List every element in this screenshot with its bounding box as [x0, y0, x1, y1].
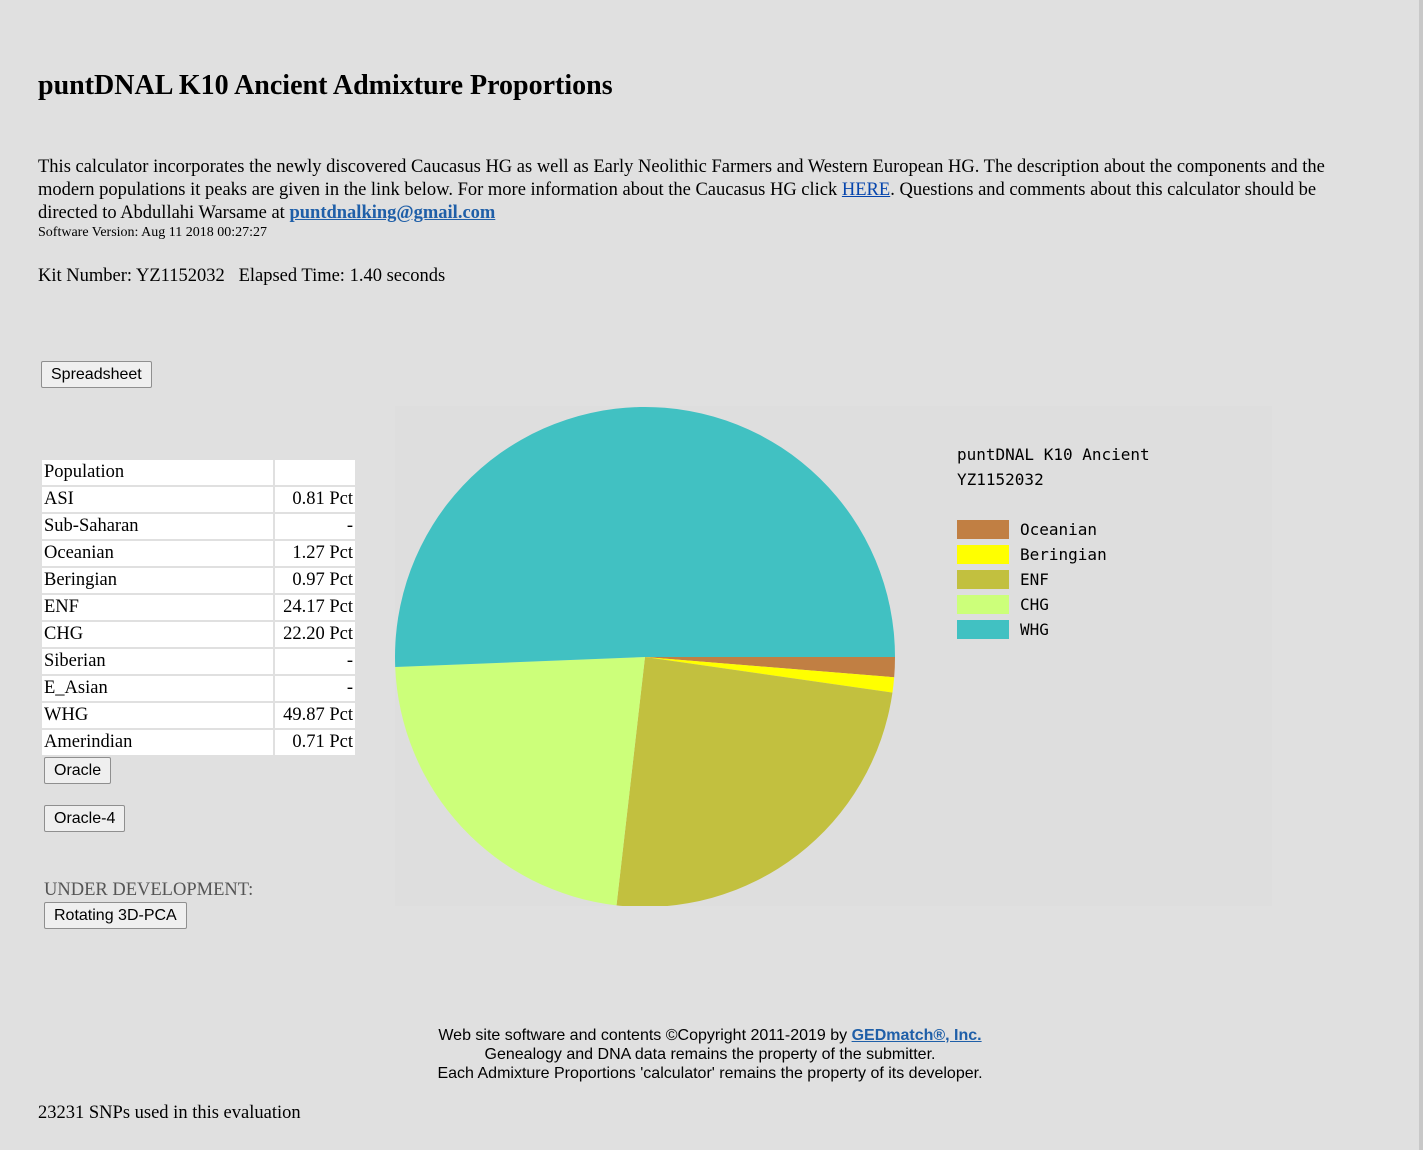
legend-label: WHG [1020, 620, 1049, 639]
table-row [42, 541, 355, 566]
population-value: 1.27 Pct [273, 541, 355, 566]
table-header-row [42, 460, 355, 485]
chart-title: puntDNAL K10 Ancient [957, 445, 1150, 464]
pie-slice-enf [617, 657, 893, 906]
table-row [42, 568, 355, 593]
table-row [42, 595, 355, 620]
legend-label: CHG [1020, 595, 1049, 614]
population-name: ASI [42, 487, 273, 512]
description [38, 156, 1378, 225]
page-title: puntDNAL K10 Ancient Admixture Proportions [38, 70, 613, 101]
table-row [42, 676, 355, 701]
oracle-4-button[interactable]: Oracle-4 [44, 805, 125, 832]
email-link[interactable]: puntdnalking@gmail.com [289, 203, 496, 223]
population-name: Beringian [42, 568, 273, 593]
table-row [42, 730, 355, 755]
population-value: 22.20 Pct [273, 622, 355, 647]
footer-line-2: Genealogy and DNA data remains the property of the submitter. [484, 1046, 936, 1063]
snps-count: 23231 SNPs used in this evaluation [38, 1103, 301, 1123]
footer [300, 1026, 1120, 1083]
chart-subtitle: YZ1152032 [957, 470, 1044, 489]
population-value: 0.71 Pct [273, 730, 355, 755]
footer-line-3: Each Admixture Proportions 'calculator' remains the property of its developer. [437, 1065, 983, 1082]
population-value: 24.17 Pct [273, 595, 355, 620]
population-value: 49.87 Pct [273, 703, 355, 728]
population-name: WHG [42, 703, 273, 728]
here-link[interactable]: HERE [841, 180, 891, 200]
population-name: Siberian [42, 649, 273, 674]
population-value: 0.97 Pct [273, 568, 355, 593]
table-row [42, 514, 355, 539]
legend-label: Oceanian [1020, 520, 1098, 539]
oracle-button[interactable]: Oracle [44, 757, 111, 784]
legend-swatch [957, 570, 1009, 589]
population-name: Amerindian [42, 730, 273, 755]
kit-info: Kit Number: YZ1152032 Elapsed Time: 1.40 seconds [38, 266, 446, 286]
legend-label: Beringian [1020, 545, 1107, 564]
population-name: CHG [42, 622, 273, 647]
population-name: E_Asian [42, 676, 273, 701]
population-value: 0.81 Pct [273, 487, 355, 512]
population-value: - [273, 514, 355, 539]
under-development-label: UNDER DEVELOPMENT: [44, 880, 254, 900]
pie-chart-area [395, 406, 1272, 906]
legend-swatch [957, 545, 1009, 564]
pie-slice-whg [395, 407, 895, 667]
table-row [42, 622, 355, 647]
population-value: - [273, 676, 355, 701]
legend-swatch [957, 595, 1009, 614]
scrollbar[interactable] [1419, 0, 1423, 1150]
table-row [42, 649, 355, 674]
pie-chart [395, 406, 1272, 906]
table-header-population: Population [42, 460, 273, 485]
population-name: ENF [42, 595, 273, 620]
legend-swatch [957, 620, 1009, 639]
rotating-3d-pca-button[interactable]: Rotating 3D-PCA [44, 902, 187, 929]
population-table [42, 458, 355, 757]
table-row [42, 487, 355, 512]
population-name: Sub-Saharan [42, 514, 273, 539]
population-value: - [273, 649, 355, 674]
table-row [42, 703, 355, 728]
pie-slice-chg [395, 657, 645, 905]
table-header-value [273, 460, 355, 485]
legend-swatch [957, 520, 1009, 539]
copyright-line [300, 1026, 1120, 1045]
description-text-1: This calculator incorporates the newly discovered Caucasus HG as well as Early Neolithic Farmers and Western European HG. The description about the components and the modern populations it peaks are given in the link below. For more information about the Caucasus HG click [38, 157, 1325, 200]
population-name: Oceanian [42, 541, 273, 566]
copyright-text: Web site software and contents ©Copyright 2011-2019 by [438, 1027, 852, 1044]
gedmatch-link[interactable]: GEDmatch®, Inc. [851, 1027, 982, 1044]
legend-label: ENF [1020, 570, 1049, 589]
software-version: Software Version: Aug 11 2018 00:27:27 [38, 225, 268, 240]
spreadsheet-button[interactable]: Spreadsheet [41, 361, 152, 388]
description-text-2: . Questions and comments about this calculator should be directed to Abdullahi Warsame at [38, 180, 1317, 223]
